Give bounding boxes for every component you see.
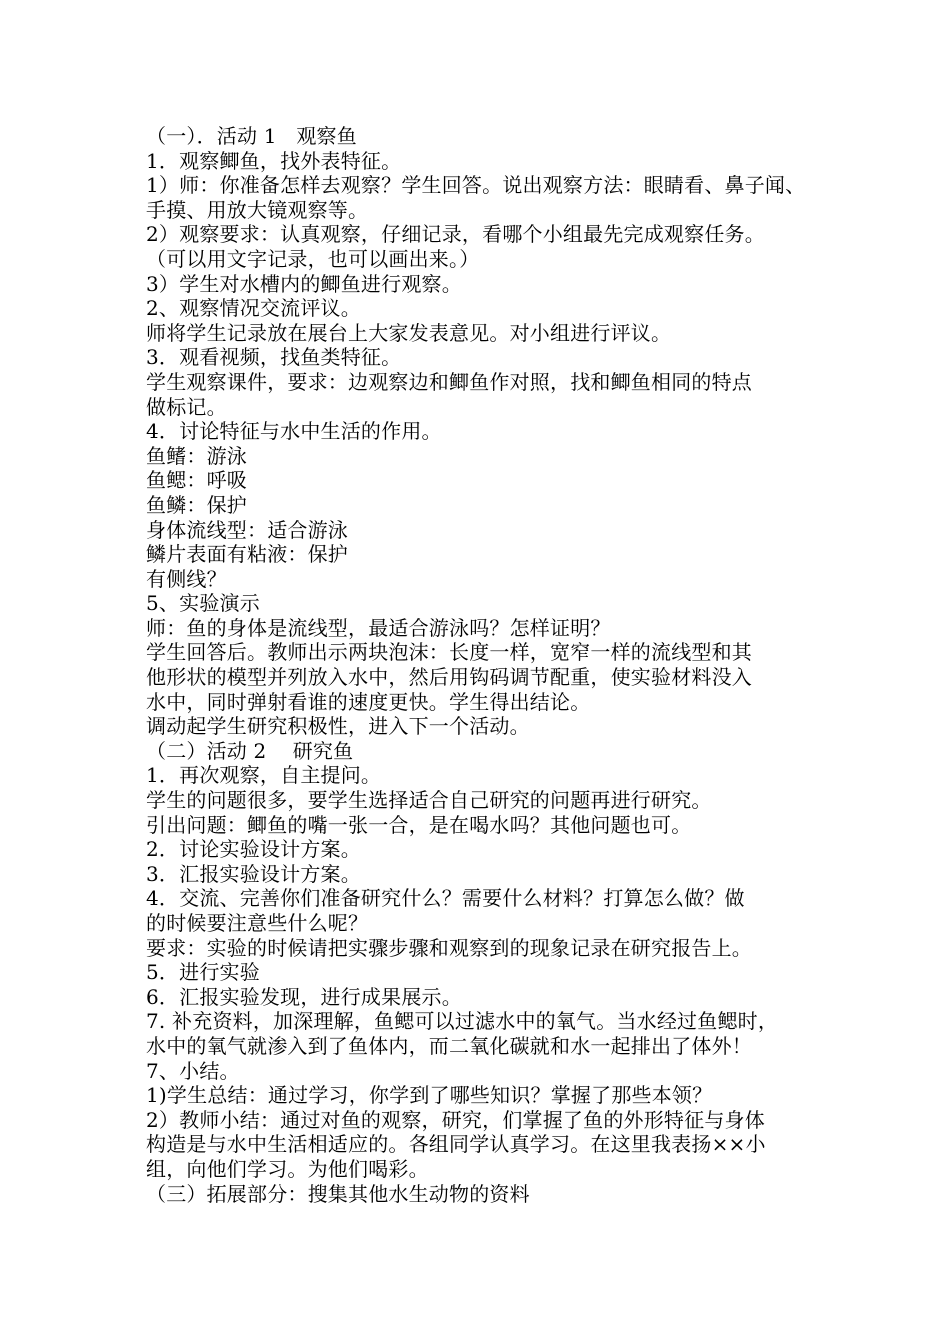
text-line: 7. 补充资料，加深理解，鱼鳃可以过滤水中的氧气。当水经过鱼鳃时， bbox=[146, 1009, 779, 1034]
text-line: 鱼鳞：保护 bbox=[146, 492, 247, 517]
text-line: 鱼鳍：游泳 bbox=[146, 443, 247, 468]
text-line: 1．再次观察，自主提问。 bbox=[146, 763, 382, 788]
text-line: 2）教师小结：通过对鱼的观察，研究，们掌握了鱼的外形特征与身体 bbox=[146, 1107, 765, 1132]
text-line: 4．讨论特征与水中生活的作用。 bbox=[146, 419, 442, 444]
text-line: 身体流线型：适合游泳 bbox=[146, 517, 348, 542]
text-line: 1）师：你准备怎样去观察？学生回答。说出观察方法：眼睛看、鼻子闻、 bbox=[146, 173, 806, 198]
text-line: 构造是与水中生活相适应的。各组同学认真学习。在这里我表扬××小 bbox=[146, 1132, 766, 1157]
text-line: 1．观察鲫鱼，找外表特征。 bbox=[146, 148, 402, 173]
text-line: 水中，同时弹射看谁的速度更快。学生得出结论。 bbox=[146, 689, 591, 714]
text-line: 7、小结。 bbox=[146, 1058, 240, 1083]
text-line: 学生的问题很多，要学生选择适合自己研究的问题再进行研究。 bbox=[146, 788, 712, 813]
text-line: 师：鱼的身体是流线型，最适合游泳吗？怎样证明？ bbox=[146, 615, 611, 640]
text-line: 鳞片表面有粘液：保护 bbox=[146, 542, 348, 567]
text-line: 手摸、用放大镜观察等。 bbox=[146, 197, 369, 222]
text-line: 引出问题：鲫鱼的嘴一张一合，是在喝水吗？其他问题也可。 bbox=[146, 812, 692, 837]
text-line: 调动起学生研究积极性，进入下一个活动。 bbox=[146, 714, 530, 739]
text-line: 1)学生总结：通过学习，你学到了哪些知识？掌握了那些本领？ bbox=[146, 1083, 713, 1108]
text-line: 学生回答后。教师出示两块泡沫：长度一样，宽窄一样的流线型和其 bbox=[146, 640, 752, 665]
text-line: 学生观察课件，要求：边观察边和鲫鱼作对照，找和鲫鱼相同的特点 bbox=[146, 369, 752, 394]
text-line: 2、观察情况交流评议。 bbox=[146, 296, 361, 321]
text-line: 有侧线？ bbox=[146, 566, 227, 591]
text-line: 3）学生对水槽内的鲫鱼进行观察。 bbox=[146, 271, 462, 296]
text-line: 的时候要注意些什么呢？ bbox=[146, 911, 369, 935]
text-line: （可以用文字记录，也可以画出来。） bbox=[146, 246, 480, 271]
text-line: 要求：实验的时候请把实骤步骤和观察到的现象记录在研究报告上。 bbox=[146, 935, 752, 960]
text-line: 6．汇报实验发现，进行成果展示。 bbox=[146, 984, 462, 1009]
text-line: 5、实验演示 bbox=[146, 591, 260, 616]
text-line: 鱼鳃：呼吸 bbox=[146, 468, 247, 493]
text-line: 他形状的模型并列放入水中，然后用钩码调节配重，使实验材料没入 bbox=[146, 665, 752, 690]
section-heading-activity-1: （一）．活动 1 观察鱼 bbox=[146, 124, 357, 148]
text-line: 3．观看视频，找鱼类特征。 bbox=[146, 345, 402, 370]
document-body bbox=[146, 124, 818, 1206]
text-line: 2．讨论实验设计方案。 bbox=[146, 837, 361, 862]
text-line: 3．汇报实验设计方案。 bbox=[146, 861, 361, 886]
text-line: 4．交流、完善你们准备研究什么？需要什么材料？打算怎么做？做 bbox=[146, 886, 745, 911]
section-heading-activity-2: （二）活动 2 研究鱼 bbox=[146, 738, 354, 763]
text-line: 水中的氧气就渗入到了鱼体内，而二氧化碳就和水一起排出了体外！ bbox=[146, 1033, 752, 1058]
text-line: 组，向他们学习。为他们喝彩。 bbox=[146, 1156, 429, 1181]
text-line: 师将学生记录放在展台上大家发表意见。对小组进行评议。 bbox=[146, 320, 672, 345]
section-heading-extension: （三）拓展部分：搜集其他水生动物的资料 bbox=[146, 1181, 530, 1206]
text-line: 做标记。 bbox=[146, 394, 227, 419]
text-line: 2）观察要求：认真观察，仔细记录，看哪个小组最先完成观察任务。 bbox=[146, 222, 765, 247]
text-line: 5．进行实验 bbox=[146, 960, 260, 985]
